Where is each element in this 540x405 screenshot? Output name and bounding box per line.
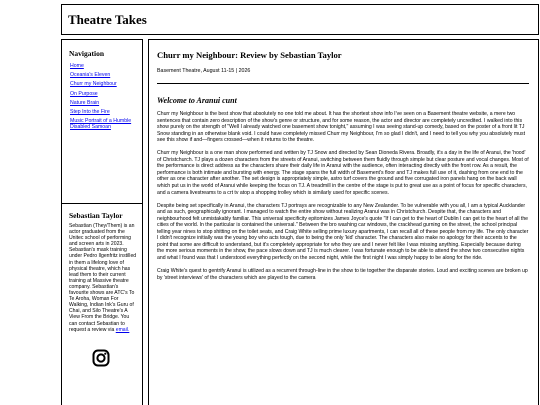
site-header [61, 4, 539, 35]
nav-link-on-purpose[interactable]: On Purpose [70, 90, 98, 97]
title-divider [157, 83, 529, 84]
main-content [148, 39, 539, 405]
author-bio-text: Sebastian (They/Them) is an actor graduated from the Unitec school of performing and screen arts in 2023. Sebastian's mask training under Pedro Ilgenfritz instilled in them a lifelong love of physical theatre, which has lead them to their current training at Massive theatre company. Sebastian's favourite shows are ATC's To Te Aroha, Woman For Walking, Indian Ink's Guru of Chai, and Silo Theatre's A View From the Bridge. You can contact Sebastian to request a review via [69, 223, 137, 333]
nav-list [70, 63, 140, 134]
nav-link-oceanias-eleven[interactable]: Oceania's Eleven [70, 72, 111, 79]
review-title: Churr my Neighbour: Review by Sebastian Taylor [157, 50, 342, 60]
email-link[interactable]: email. [115, 326, 130, 333]
review-meta: Basement Theatre, August 11-15 | 2026 [157, 68, 251, 74]
author-heading: Sebastian Taylor [69, 211, 123, 220]
review-subheading: Welcome to Aranui cunt [157, 96, 237, 105]
review-paragraph: Craig White's quest to gentrify Aranui is utilized as a recurrent through-line in the show to tie together the disparate stories. Loud and exciting scenes are broken up by 'street interviews' of the characters which are played to the camera [157, 267, 528, 281]
review-body [157, 111, 529, 288]
sidebar [61, 39, 143, 405]
nav-link-churr-my-neighbour[interactable]: Churr my Neighbour [70, 81, 117, 88]
site-title[interactable]: Theatre Takes [68, 12, 147, 27]
nav-link-nature-brain[interactable]: Nature Brain [70, 99, 100, 106]
review-paragraph: Churr my Neighbour is a one man show performed and written by TJ Snow and directed by Sean Dioneda Rivera. Broadly, it's a day in the life of Aranui, the 'hood' of Christchurch. TJ plays a dozen characters from the streets of Aranui, switching between them fluidly through simple but clear posture and vocal changes. Most of the performance is direct address as the characters share their daily life in Aranui with the audience, often interacting directly with the front row. As a result, the performance is both intimate and bursting with energy. The stage spans the full width of Basement's floor and TJ makes full use of it, dashing from one end to the other as one character after another. The set design is appropriately simple, astro turf covers the ground and five corrugated iron panels hang on the back wall which put us in the world of Aranui while keeping the focus on TJ. A treadmill in the centre of the stage is put to great use as a point of focus for specific characters, and a camera livestreams to a crt tv atop a shopping trolley which is similarly used for specific scenes. [157, 150, 529, 196]
author-bio [69, 223, 137, 333]
nav-link-home[interactable]: Home [70, 63, 84, 69]
sidebar-divider [62, 203, 142, 204]
nav-heading: Navigation [69, 49, 105, 58]
nav-link-music-portrait[interactable]: Music Portrait of a Humble Disabled Samoan [70, 118, 132, 131]
review-paragraph: Despite being set specifically in Aranui, the characters TJ portrays are recognizable to any New Zealander. To be vulnerable with you all, I am a typical Aucklander and as such, geographically ignorant. I managed to watch the entire show without realizing Aranui was in Christchurch. Despite that, the characters and neighbourhood felt unmistakably familiar. This universal specificity epitomizes James Joyce's quote "If I can get to the heart of Dublin I can get to the heart of all the cities of the world. In the particular is contained the universal." Between the bro washing car windows, the crackhead gurning on the street, the school principal telling year nines to stop shitting on the toilet seats, and Craig White selling prime luxury apartments, I can recall all of these people from my life. The only character I didn't recognize initially was the young boy who acts tough, due to being the only 'kid' character. The characters also make no apology for their accents to the point that some are difficult to understand, but it's completely appropriate for who they are and I never felt like I was missing anything. Especially because during the more serious moments in the show, the pace slows down and TJ is much clearer. I was fortunate enough to be able to attend the show two consecutive nights and what I found was that I understood everything perfectly on the second night, while the first night I was simply happy to be along for the ride. [157, 202, 529, 261]
review-paragraph: Churr my Neighbour is the best show that absolutely no one told me about. It has the shortest show info I've seen on a Basement theatre website, a mere two sentences that contain zero description of the show's genre or structure, and for some reason, the actor and director are completely uncredited. I walked into this show purely on the strength of "Well I already watched one basement show tonight," assuming I was seeing stand-up comedy, based on the poster of a front lit TJ Snow standing in an otherwise blank void. I could have completely missed Churr my Neighbour, I'm so glad I didn't, and I need to tell you why you absolutely must see this show if and—fingers crossed—when it returns to the theatre. [157, 111, 526, 144]
instagram-icon[interactable] [92, 349, 110, 367]
nav-link-step-into-the-fire[interactable]: Step Into the Fire [70, 109, 110, 116]
